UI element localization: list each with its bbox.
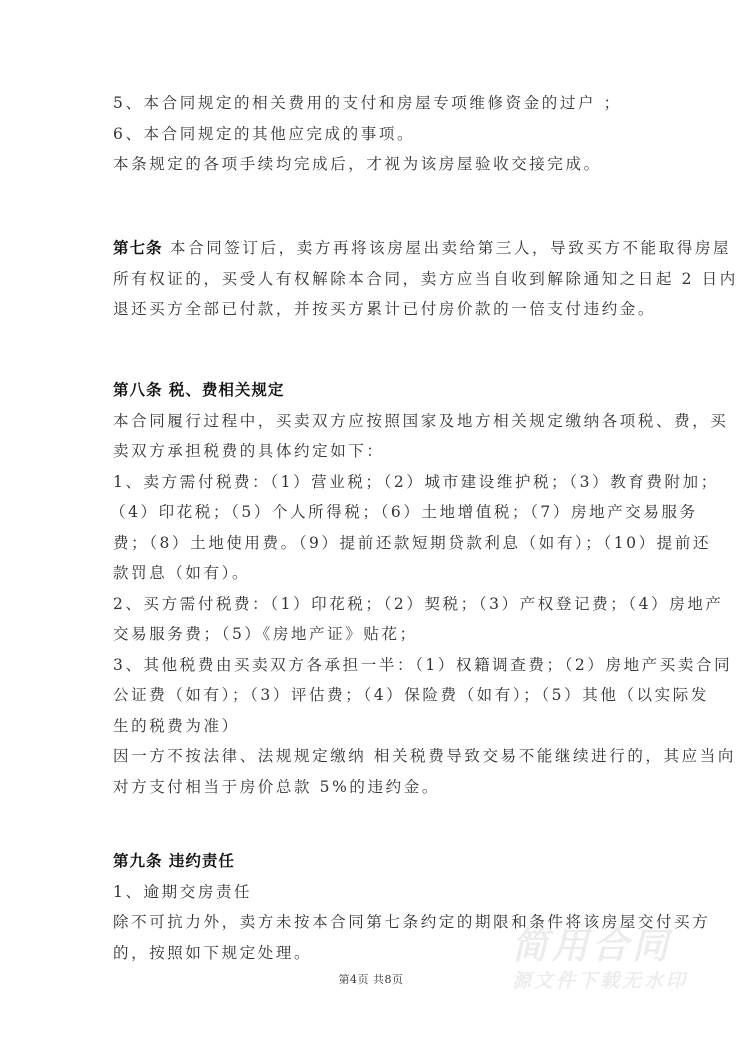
article-8-line: 对方支付相当于房价总款 5%的违约金。 bbox=[113, 778, 440, 796]
clause-item-5: 5、本合同规定的相关费用的支付和房屋专项维修资金的过户 ； bbox=[113, 94, 622, 112]
article-7-text: 本合同签订后，卖方再将该房屋出卖给第三人，导致买方不能取得房屋 bbox=[170, 239, 732, 257]
article-7-first-line bbox=[113, 238, 731, 258]
article-7-line: 退还买方全部已付款，并按买方累计已付房价款的一倍支付违约金。 bbox=[113, 300, 657, 318]
article-8-heading: 第八条 税、费相关规定 bbox=[113, 380, 285, 399]
article-8-line: 交易服务费；（5）《房地产证》贴花； bbox=[113, 625, 418, 643]
watermark-subtitle: 源文件下载无水印 bbox=[512, 970, 689, 992]
page-number: 第4页 共8页 bbox=[338, 973, 404, 986]
article-7-heading: 第七条 bbox=[113, 238, 163, 257]
article-8-line: 3、其他税费由买卖双方各承担一半：（1）权籍调查费；（2）房地产买卖合同 bbox=[113, 656, 733, 674]
article-8-line: 费；（8）土地使用费。（9）提前还款短期贷款利息（如有）；（10）提前还 bbox=[113, 534, 712, 552]
clause-item-6: 6、本合同规定的其他应完成的事项。 bbox=[113, 125, 416, 143]
article-8-line: 款罚息（如有）。 bbox=[113, 564, 251, 582]
article-8-line: （4）印花税；（5）个人所得税；（6）土地增值税；（7）房地产交易服务 bbox=[110, 503, 698, 521]
article-8-line: 公证费（如有）；（3）评估费；（4）保险费（如有）；（5）其他（以实际发 bbox=[113, 686, 709, 704]
article-9-heading: 第九条 违约责任 bbox=[113, 851, 235, 870]
article-8-line: 1、卖方需付税费：（1）营业税；（2）城市建设维护税；（3）教育费附加； bbox=[113, 473, 719, 491]
article-8-line: 本合同履行过程中，买卖双方应按照国家及地方相关规定缴纳各项税、费，买 bbox=[113, 412, 729, 430]
article-9-line: 1、逾期交房责任 bbox=[113, 883, 253, 901]
article-9-line: 除不可抗力外，卖方未按本合同第七条约定的期限和条件将该房屋交付买方 bbox=[113, 913, 711, 931]
clause-summary: 本条规定的各项手续均完成后，才视为该房屋验收交接完成。 bbox=[113, 155, 602, 173]
article-8-line: 生的税费为准） bbox=[113, 717, 240, 735]
article-8-line: 因一方不按法律、法规规定缴纳 相关税费导致交易不能继续进行的，其应当向 bbox=[113, 747, 736, 765]
article-8-line: 2、买方需付税费：（1）印花税；（2）契税；（3）产权登记费；（4）房地产 bbox=[113, 595, 724, 613]
article-9-line: 的，按照如下规定处理。 bbox=[113, 944, 313, 962]
article-7-line: 所有权证的，买受人有权解除本合同，卖方应当自收到解除通知之日起 2 日内 bbox=[113, 270, 738, 288]
article-8-line: 卖双方承担税费的具体约定如下： bbox=[113, 442, 385, 460]
watermark-title: 简用合同 bbox=[512, 926, 673, 967]
